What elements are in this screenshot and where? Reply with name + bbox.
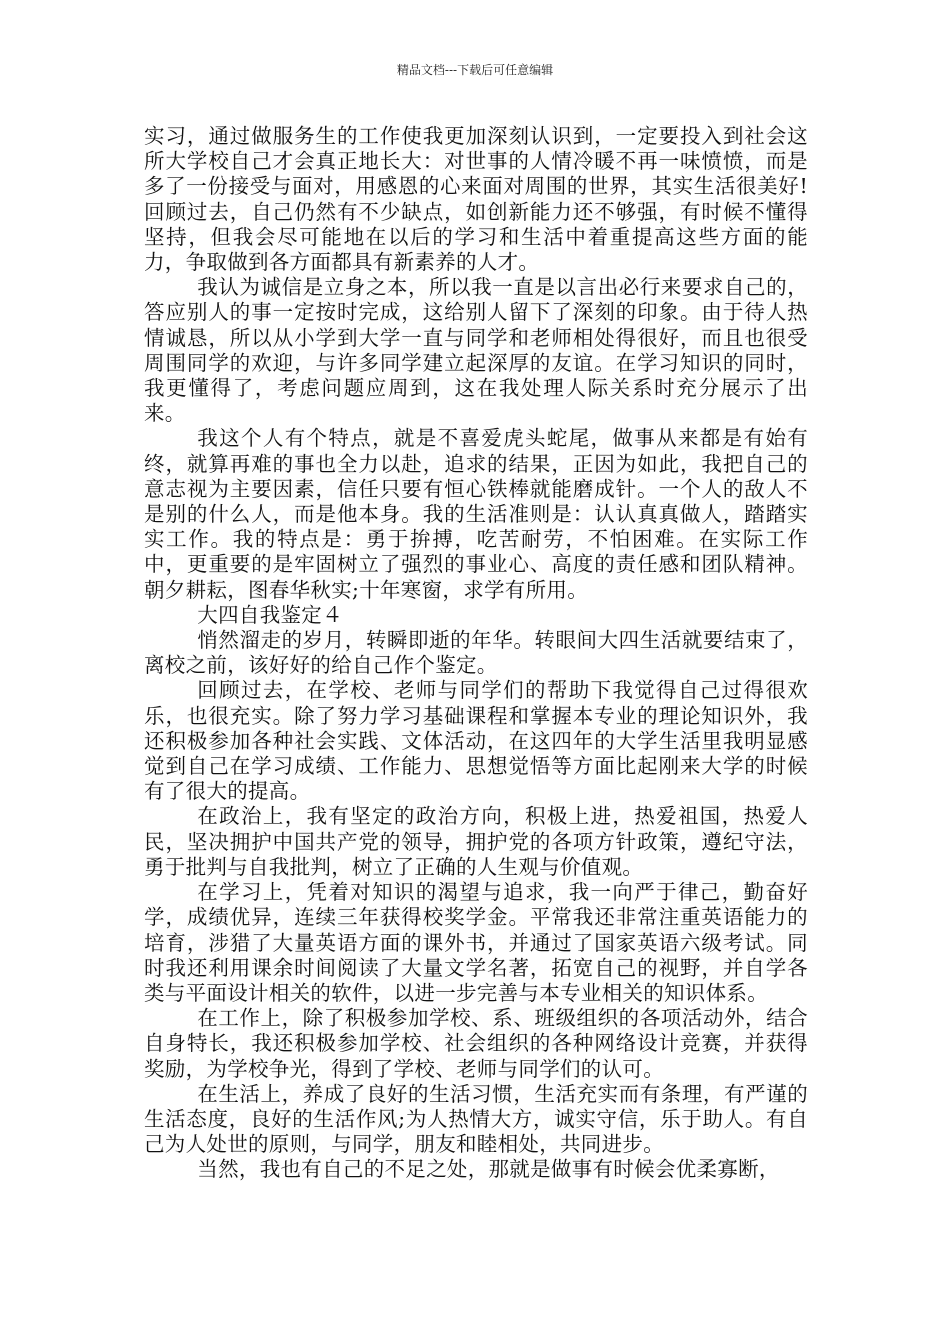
paragraph-politics: 在政治上，我有坚定的政治方向，积极上进，热爱祖国，热爱人民，坚决拥护中国共产党的领导，拥护党的各项方针政策，遵纪守法，勇于批判与自我批判，树立了正确的人生观与价值观。 <box>144 804 808 879</box>
page-header: 精品文档---下载后可任意编辑 <box>396 63 554 77</box>
paragraph-study: 在学习上，凭着对知识的渴望与追求，我一向严于律己，勤奋好学，成绩优异，连续三年获得校奖学金。平常我还非常注重英语能力的培育，涉猎了大量英语方面的课外书，并通过了国家英语六级考试。同时我还利用课余时间阅读了大量文学名著，拓宽自己的视野，并自学各类与平面设计相关的软件，以进一步完善与本专业相关的知识体系。 <box>144 880 808 1005</box>
paragraph-work: 在工作上，除了积极参加学校、系、班级组织的各项活动外，结合自身特长，我还积极参加学校、社会组织的各种网络设计竞赛，并获得奖励，为学校争光，得到了学校、老师与同学们的认可。 <box>144 1006 808 1081</box>
section-heading: 大四自我鉴定４ <box>197 602 343 627</box>
paragraph-traits: 我这个人有个特点，就是不喜爱虎头蛇尾，做事从来都是有始有终，就算再难的事也全力以赴，追求的结果，正因为如此，我把自己的意志视为主要因素，信任只要有恒心铁棒就能磨成针。一个人的敌人不是别的什么人，而是他本身。我的生活准则是：认认真真做人，踏踏实实工作。我的特点是：勇于拚搏，吃苦耐劳，不怕困难。在实际工作中，更重要的是牢固树立了强烈的事业心、高度的责任感和团队精神。朝夕耕耘，图春华秋实;十年寒窗，求学有所用。 <box>144 426 808 602</box>
paragraph-continuation: 实习，通过做服务生的工作使我更加深刻认识到，一定要投入到社会这所大学校自己才会真正地长大：对世事的人情冷暖不再一味愤愤，而是多了一份接受与面对，用感恩的心来面对周围的世界，其实生活很美好!回顾过去，自己仍然有不少缺点，如创新能力还不够强，有时候不懂得坚持，但我会尽可能地在以后的学习和生活中着重提高这些方面的能力，争取做到各方面都具有新素养的人才。 <box>144 124 808 275</box>
document-body <box>144 124 808 1183</box>
paragraph-integrity: 我认为诚信是立身之本，所以我一直是以言出必行来要求自己的，答应别人的事一定按时完成，这给别人留下了深刻的印象。由于待人热情诚恳，所以从小学到大学一直与同学和老师相处得很好，而且也很受周围同学的欢迎，与许多同学建立起深厚的友谊。在学习知识的同时，我更懂得了，考虑问题应周到，这在我处理人际关系时充分展示了出来。 <box>144 275 808 426</box>
paragraph-review: 回顾过去，在学校、老师与同学们的帮助下我觉得自己过得很欢乐，也很充实。除了努力学习基础课程和掌握本专业的理论知识外，我还积极参加各种社会实践、文体活动，在这四年的大学生活里我明显感觉到自己在学习成绩、工作能力、思想觉悟等方面比起刚来大学的时候有了很大的提高。 <box>144 678 808 804</box>
paragraph-shortcomings: 当然，我也有自己的不足之处，那就是做事有时候会优柔寡断， <box>197 1157 780 1182</box>
paragraph-life: 在生活上，养成了良好的生活习惯，生活充实而有条理，有严谨的生活态度，良好的生活作风;为人热情大方，诚实守信，乐于助人。有自己为人处世的原则，与同学，朋友和睦相处，共同进步。 <box>144 1081 808 1157</box>
paragraph-intro: 悄然溜走的岁月，转瞬即逝的年华。转眼间大四生活就要结束了，离校之前，该好好的给自己作个鉴定。 <box>144 628 808 678</box>
